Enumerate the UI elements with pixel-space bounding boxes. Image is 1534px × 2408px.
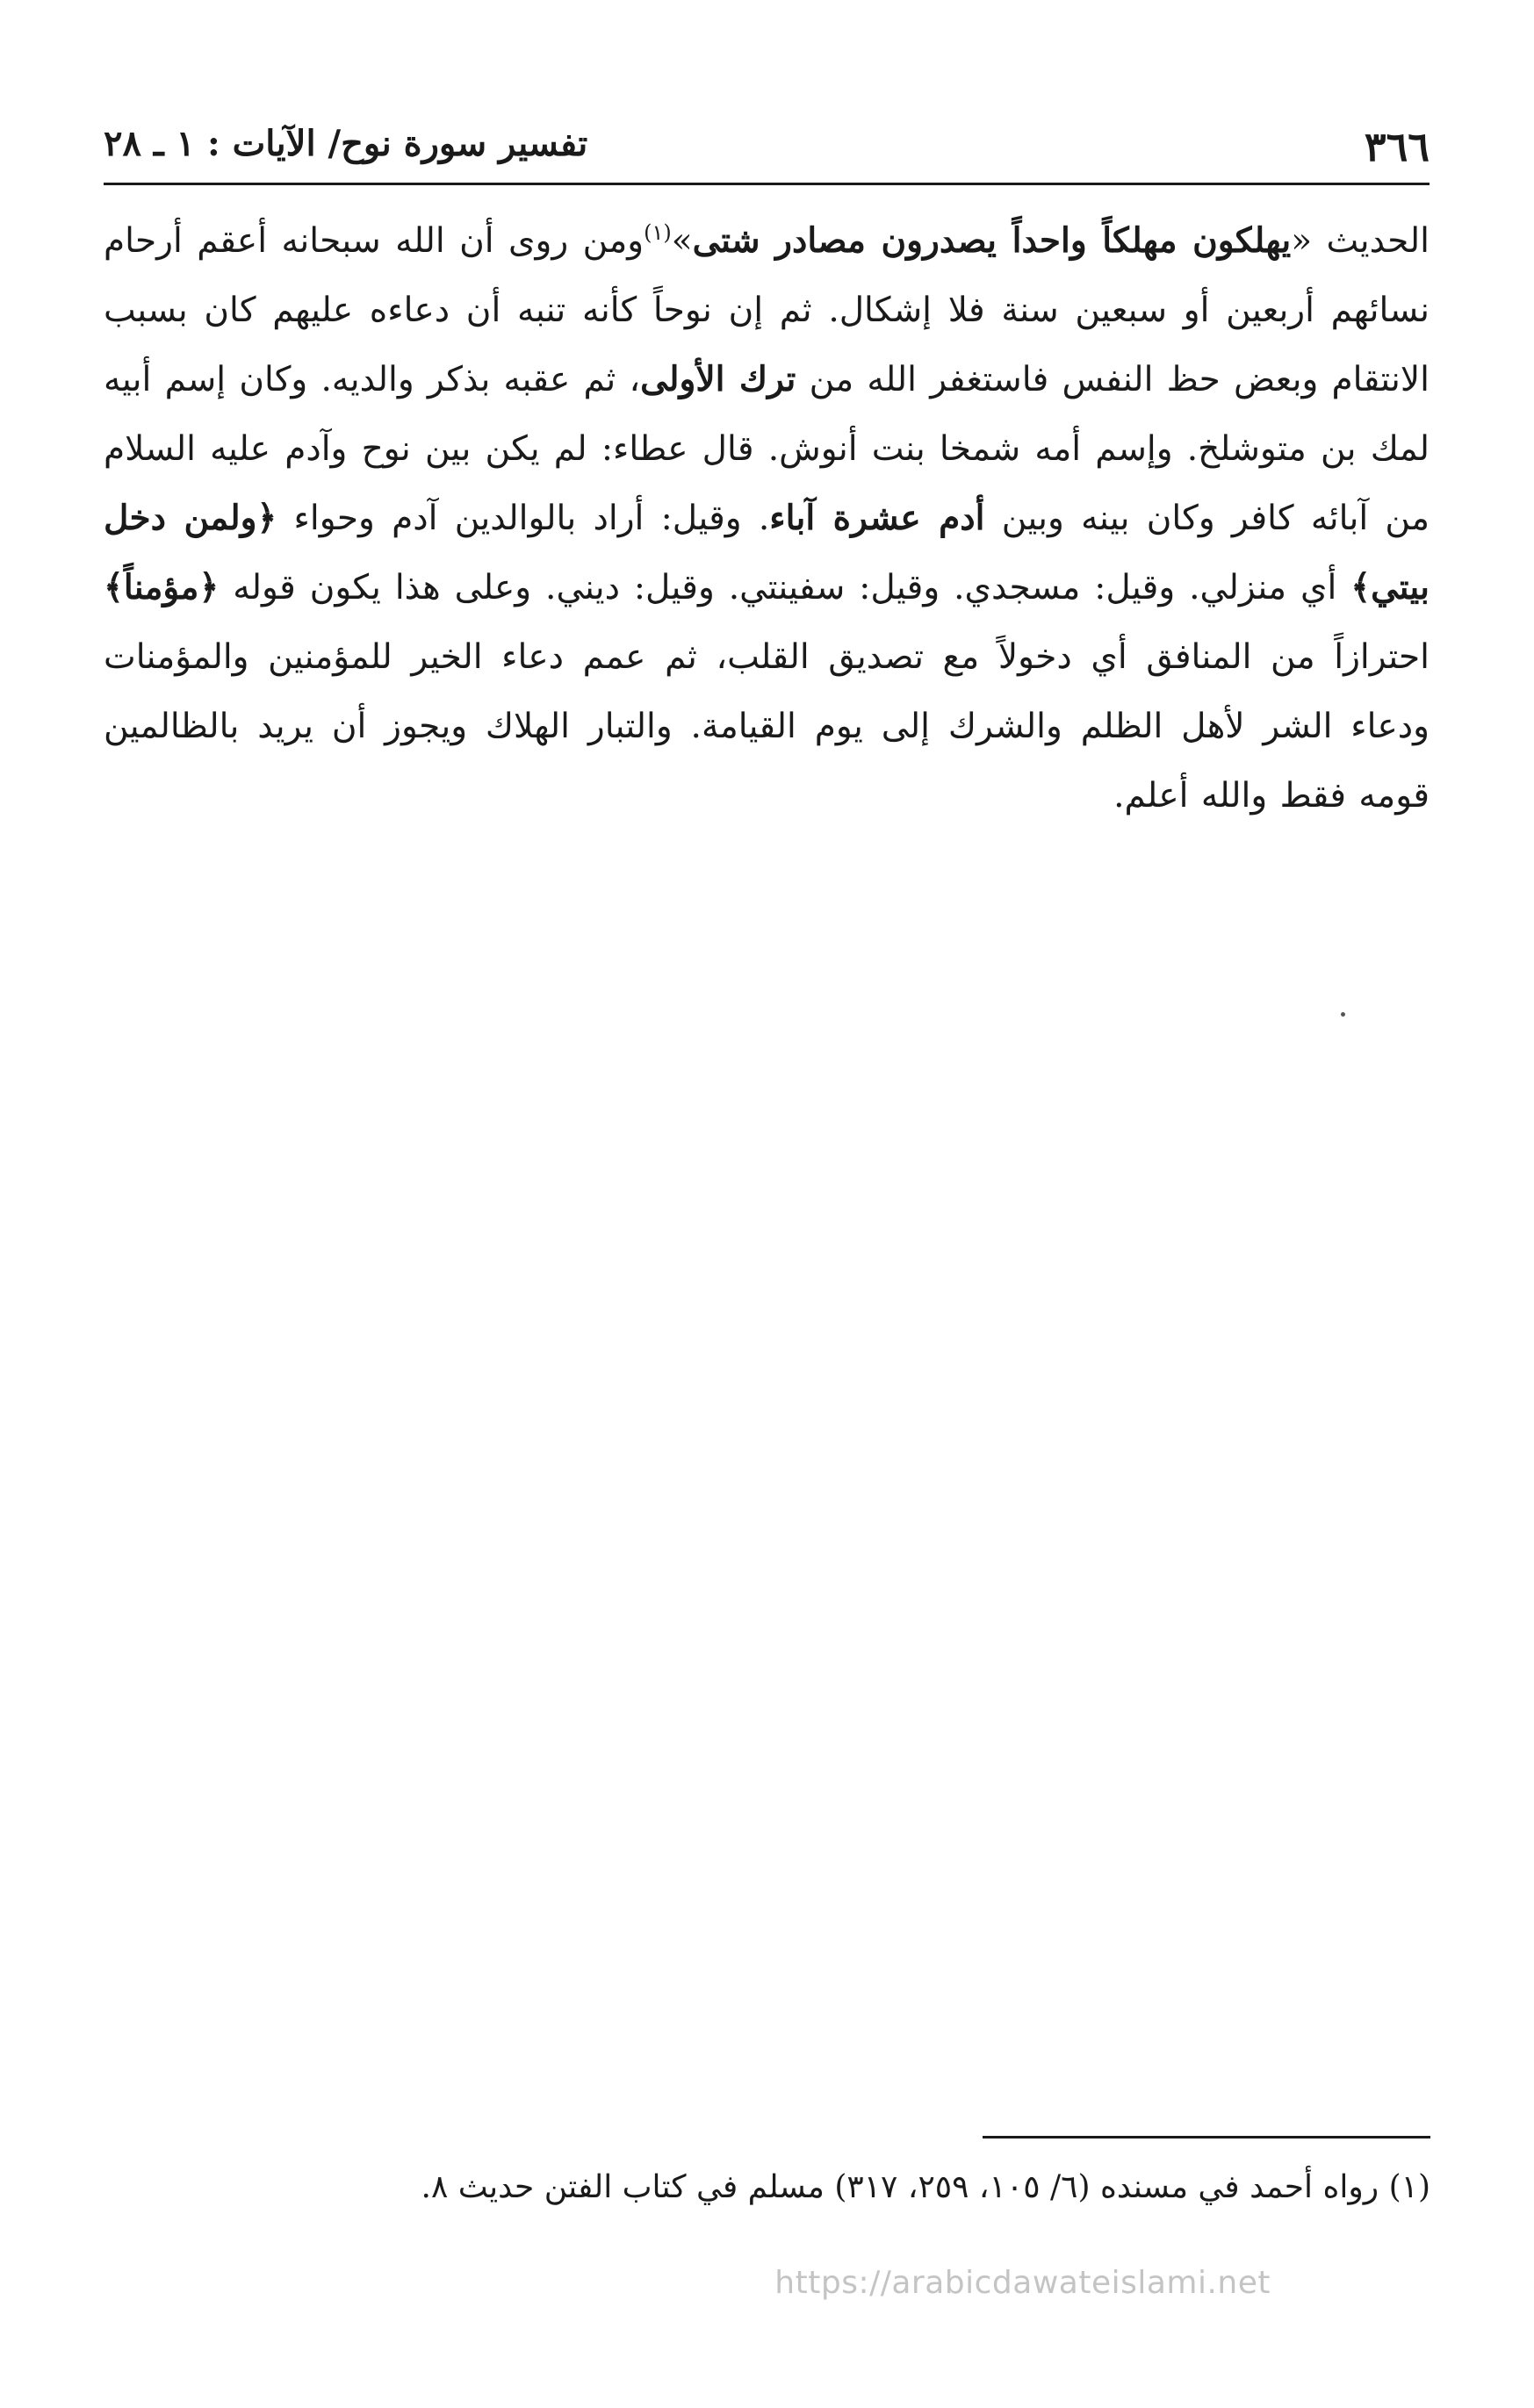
text-segment: »: [671, 221, 693, 261]
running-title: تفسير سورة نوح/ الآيات : ١ ـ ٢٨: [104, 123, 588, 164]
text-segment: . وقيل: أراد بالوالدين آدم وحواء: [277, 499, 770, 538]
paragraph: [104, 206, 1430, 830]
text-segment: احترازاً من المنافق أي دخولاً مع تصديق القلب، ثم عمم دعاء الخير للمؤمنين والمؤمنات ودعاء الشر لأهل الظلم والشرك إلى يوم القيامة. والتبار الهلاك ويجوز أن يريد بالظالمين قومه فقط والله أعلم.: [104, 637, 1430, 816]
footnote: (١) رواه أحمد في مسنده (٦/ ١٠٥، ٢٥٩، ٣١٧) مسلم في كتاب الفتن حديث ٨.: [421, 2169, 1430, 2205]
page-header: [104, 123, 1430, 184]
text-segment: الحديث «: [1291, 221, 1430, 261]
footnote-reference: (١): [644, 220, 672, 245]
page-number: ٣٦٦: [1364, 123, 1430, 170]
emphasis-text: ترك الأولى: [640, 359, 796, 399]
quran-quote: ﴿مؤمناً﴾: [104, 567, 220, 607]
text-segment: ، ثم عقبه بذكر والديه. وكان إسم أبيه لمك بن متوشلخ. وإسم أمه شمخا بنت أنوش. قال عطاء: لم يكن بين نوح وآدم عليه السلام من آبائه كافر وكان بينه وبين: [104, 360, 1430, 538]
hadith-quote: يهلكون مهلكاً واحداً يصدرون مصادر شتى: [692, 220, 1292, 261]
scan-speck: [1341, 1012, 1345, 1017]
watermark-url: https://arabicdawateislami.net: [774, 2265, 1271, 2301]
footnote-rule: [983, 2136, 1430, 2138]
header-rule: [104, 183, 1430, 185]
text-segment: أي منزلي. وقيل: مسجدي. وقيل: سفينتي. وقيل: ديني. وعلى هذا يكون قوله: [219, 568, 1351, 607]
quran-quote: ﴿ولمن دخل بيتي﴾: [104, 498, 1430, 607]
text-segment: ومن روى أن الله سبحانه أعقم أرحام نسائهم أربعين أو سبعين سنة فلا إشكال. ثم إن نوحاً كأنه تنبه أن دعاءه عليهم كان بسبب الانتقام وبعض حظ النفس فاستغفر الله من: [104, 221, 1430, 399]
emphasis-text: أدم عشرة آباء: [769, 498, 985, 538]
main-text: [104, 206, 1430, 830]
